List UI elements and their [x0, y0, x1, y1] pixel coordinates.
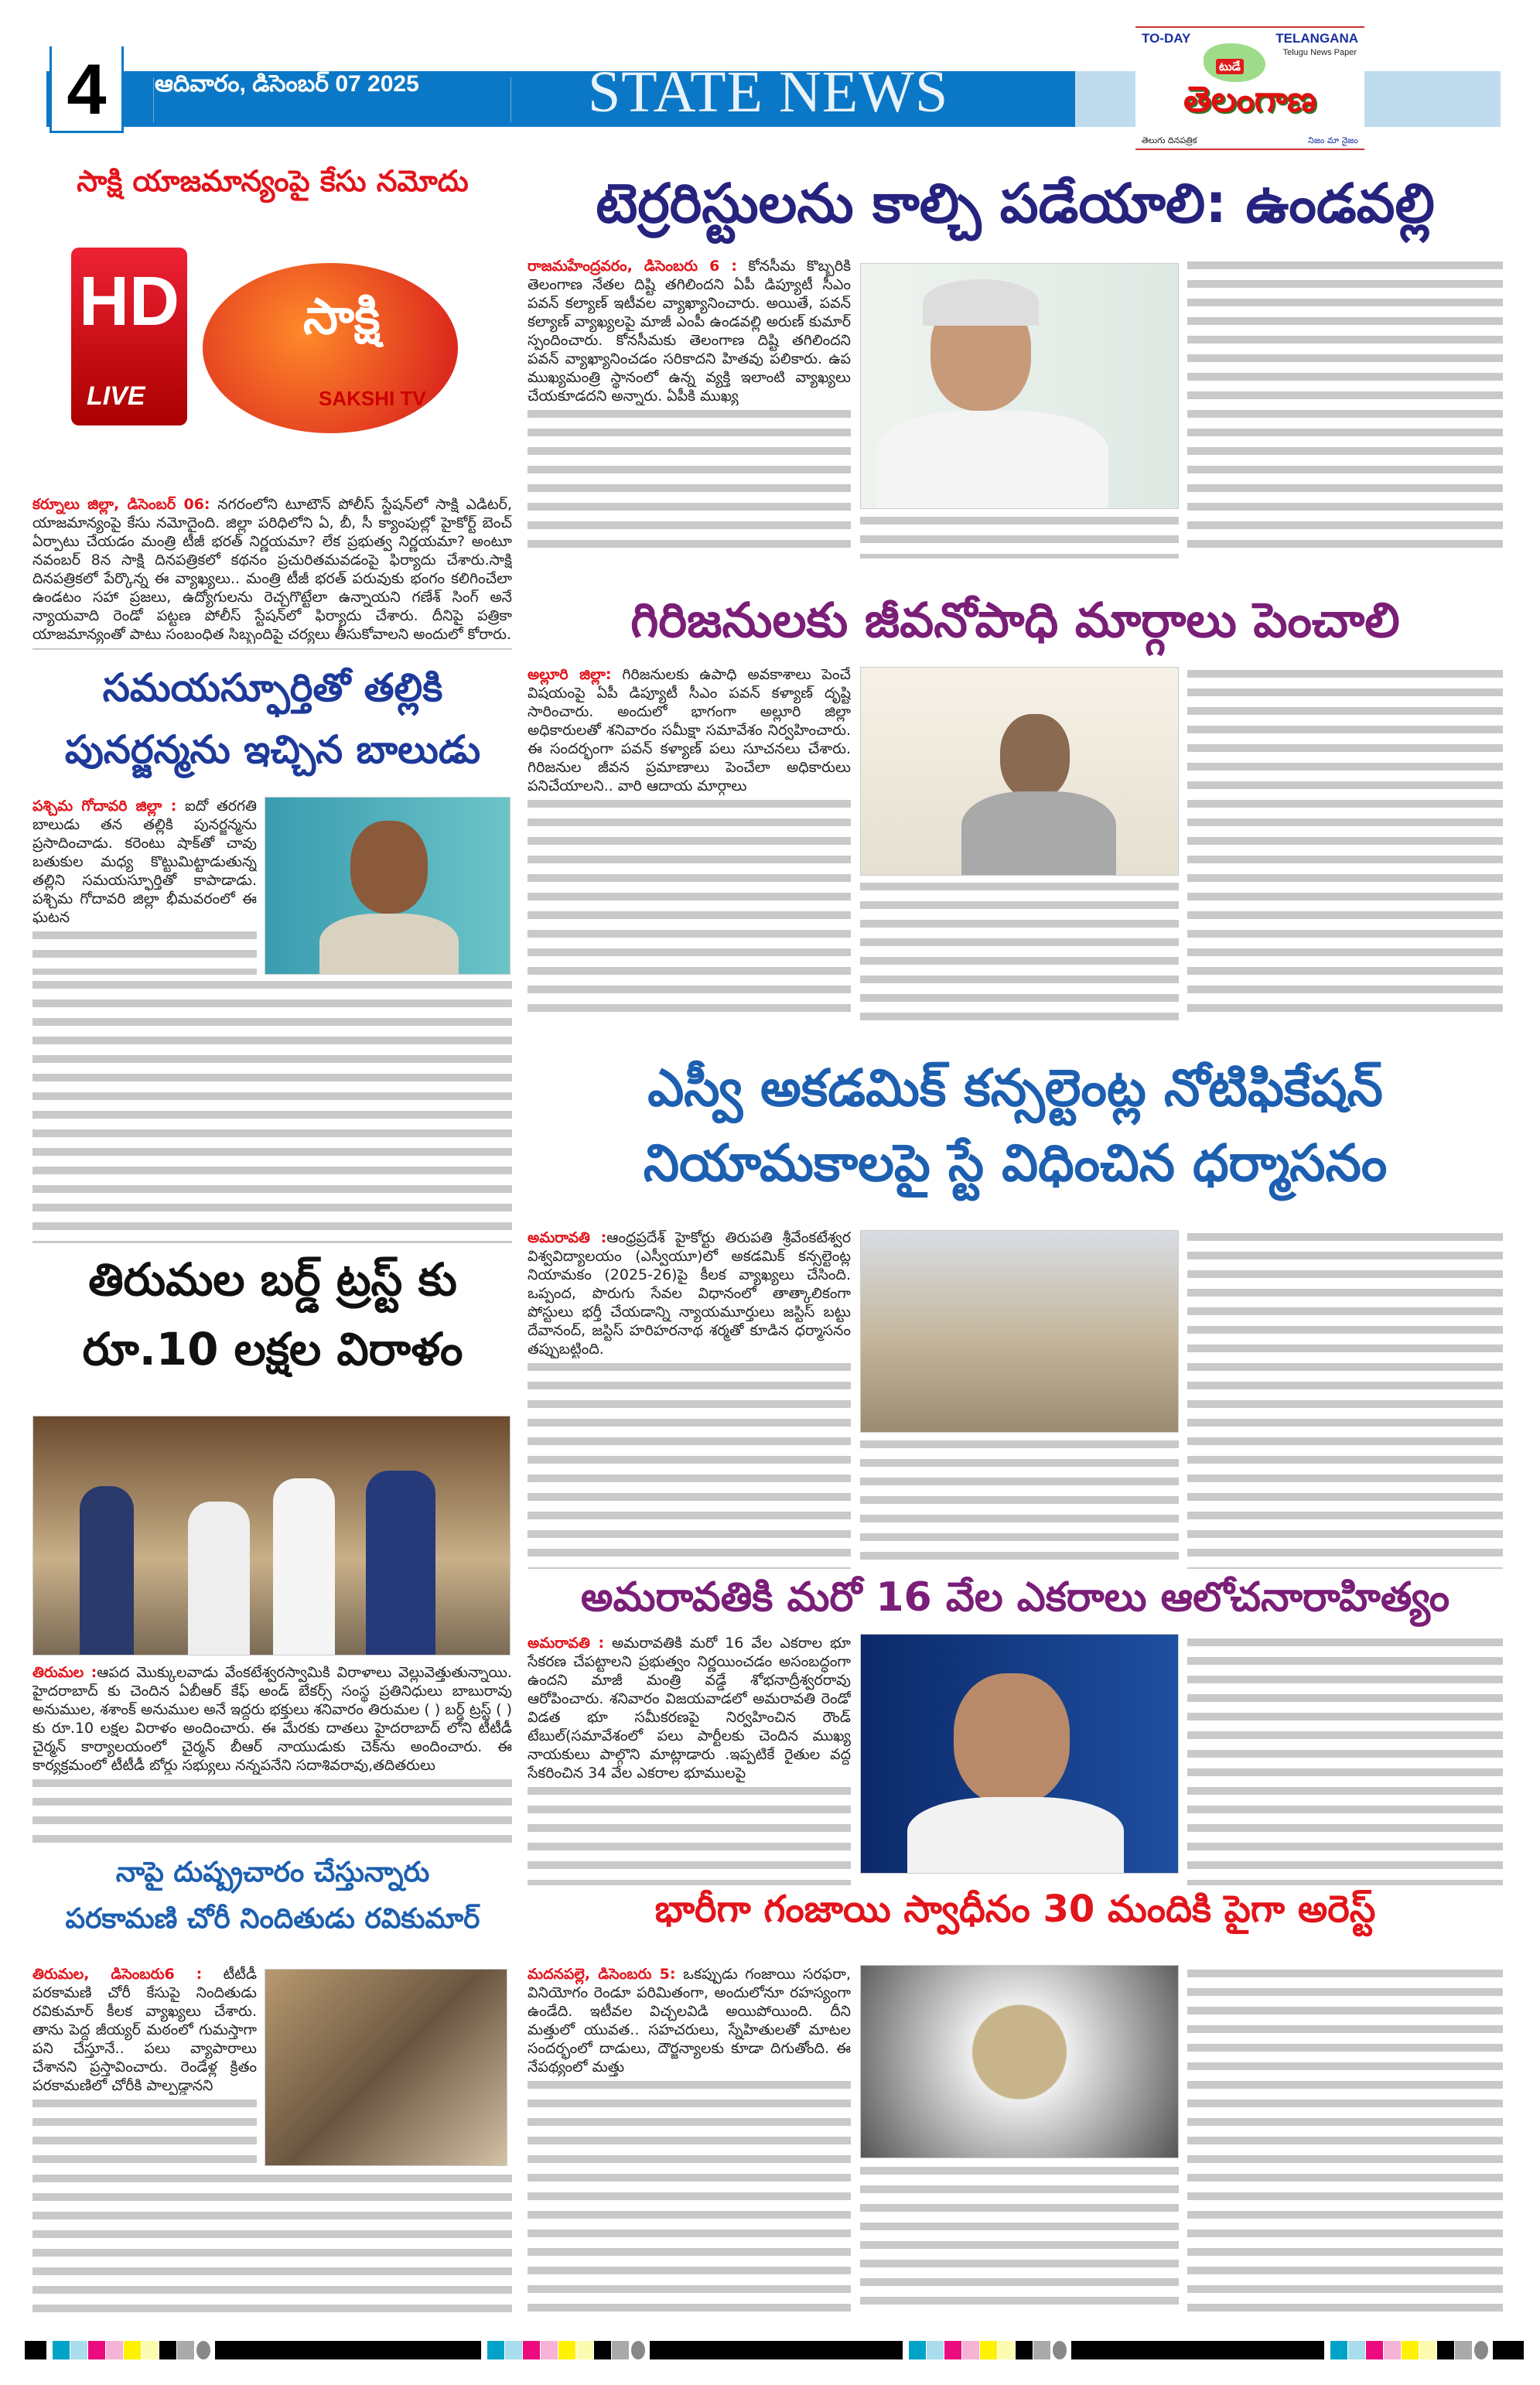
divider	[153, 77, 154, 122]
registration-mark	[196, 2341, 210, 2359]
article-body-cont	[1187, 257, 1503, 559]
registration-mark	[631, 2341, 645, 2359]
color-swatch	[106, 2341, 123, 2359]
headline-amaravati: అమరావతికి మరో 16 వేల ఎకరాలు ఆలోచనారాహిత్యం	[580, 1574, 1450, 1621]
color-swatch	[944, 2341, 961, 2359]
color-swatch	[177, 2341, 194, 2359]
headline-ravikumar-2: పరకామణి చోరీ నిందితుడు రవికుమార్	[65, 1903, 480, 1935]
logo-name: తెలంగాణ	[1183, 78, 1317, 120]
color-swatch	[124, 2341, 141, 2359]
color-swatch	[558, 2341, 575, 2359]
dateline: తిరుమల, డిసెంబరు6 :	[32, 1966, 203, 1983]
headline-boy-2: పునర్జన్మను ఇచ్చిన బాలుడు	[64, 727, 481, 772]
article-body-cont	[1187, 1228, 1503, 1569]
headline-sv-1: ఎస్వీ అకడమిక్ కన్సల్టెంట్ల నోటిఫికేషన్	[647, 1058, 1383, 1118]
section-title: STATE NEWS	[588, 60, 949, 125]
logo-sub: SAKSHI TV	[319, 387, 426, 410]
masthead-logo	[1135, 26, 1364, 150]
color-swatch	[505, 2341, 522, 2359]
color-swatch	[541, 2341, 558, 2359]
color-swatch	[1455, 2341, 1472, 2359]
color-swatch	[909, 2341, 926, 2359]
article-text: ఆపద మొక్కులవాడు వేంకటేశ్వరస్వామికి విరాళాలు వెల్లువెత్తుతున్నాయి. హైదరాబాద్ కు చెందిన ఏబీఆర్ కేఫ్ అండ్ బేకర్స్ సంస్థ ప్రతినిధులు బాబురావు అనుముల, శశాంక్ అనుముల అనే ఇద్దరు భక్తులు శనివారం తిరుమల ( ) బర్డ్ ట్రస్ట్ ( ) కు రూ.10 లక్షల విరాళం అందించారు. ఈ మేరకు దాతలు హైదరాబాద్ లోని టీటీడీ చైర్మన్ కార్యాలయంలో చైర్మన్ బీఆర్ నాయుడుకు చెక్‌ను అందించారు. ఈ కార్యక్రమంలో టీటీడీ బోర్డు సభ్యులు నన్నపనేని సదాశివరావు,తదితరులు	[32, 1664, 512, 1774]
article-body-cont	[860, 878, 1179, 1021]
color-swatch	[88, 2341, 105, 2359]
article-body-cont	[1187, 1965, 1503, 2313]
article-body-cont	[32, 976, 512, 1243]
dateline: పశ్చిమ గోదావరి జిల్లా :	[32, 798, 177, 815]
color-swatch	[159, 2341, 176, 2359]
black-strip	[650, 2341, 903, 2359]
article-text: గిరిజనులకు ఉపాధి అవకాశాలు పెంచే విషయంపై ఏపీ డిప్యూటీ సీఎం పవన్ కళ్యాణ్ దృష్టి సారించారు. అందులో భాగంగా అల్లూరి జిల్లా అధికారులతో శనివారం సమీక్షా సమావేశం నిర్వహించారు. ఈ సందర్భంగా పవన్ కళ్యాణ్ పలు సూచనలు చేశారు. గిరిజనుల జీవన ప్రమాణాలు పెంచేలా అధికారులు పనిచేయాలని.. వారి ఆదాయ మార్గాలు	[528, 666, 851, 794]
dateline: అమరావతి :	[528, 1229, 607, 1246]
color-swatch	[142, 2341, 159, 2359]
headline-undavalli: టెర్రరిస్టులను కాల్చి పడేయాలి: ఉండవల్లి	[596, 172, 1435, 235]
headline-ganja: భారీగా గంజాయి స్వాధీనం 30 మందికి పైగా అరెస్ట్	[654, 1888, 1376, 1931]
article-body-cont	[32, 2170, 512, 2313]
article-text: నగరంలోని టూటౌన్ పోలీస్ స్టేషన్‌లో సాక్షి ఎడిటర్, యాజమాన్యంపై కేసు నమోదైంది. జిల్లా పరిధిలోని ఏ, బీ, సీ క్యాంపుల్లో హైకోర్ట్ బెంచ్ ఏర్పాటు చేయడం మంత్రి టీజీ భరత్ నిర్ణయమా? లేక ప్రభుత్వ నిర్ణయమా? అంటూ నవంబర్ 8న సాక్షి దినపత్రికలో కథనం ప్రచురితమవడంపై ఫిర్యాదు చేశారు.సాక్షి దినపత్రికలో పేర్కొన్న ఈ వ్యాఖ్యలు.. మంత్రి టీజీ భరత్ పరువుకు భంగం కలిగించేలా ఉండటం సహా ప్రజలు, ఉద్యోగులను రెచ్చగొట్టేలా ఉన్నాయని గణేశ్ సింగ్ అనే న్యాయవాది రెండో పట్టణ పోలీస్ స్టేషన్‌లో ఫిర్యాదు చేశారు. దీనిపై పత్రికా యాజమాన్యంతో పాటు సంబంధిత సిబ్బందిపై చర్యలు తీసుకోవాలని అందులో కోరారు.	[32, 496, 512, 643]
color-swatch	[594, 2341, 611, 2359]
logo-name: సాక్షి	[303, 289, 381, 346]
article-text: టీటీడీ పరకామణి చోరీ కేసుపై నిందితుడు రవికుమార్ కీలక వ్యాఖ్యలు చేశారు. తాను పెద్ద జీయ్యర్ మఠంలో గుమస్తాగా పని చేస్తూనే.. పలు వ్యాపారాలు చేశానని ప్రస్తావించారు. రెండేళ్ల క్రితం పరకామణిలో చోరీకి పాల్పడ్డానని	[32, 1966, 257, 2094]
color-swatch	[1016, 2341, 1033, 2359]
color-swatch	[1437, 2341, 1454, 2359]
article-body-cont	[860, 2162, 1179, 2313]
article-body	[528, 1228, 851, 1569]
page-number: 4	[50, 46, 124, 133]
color-swatch	[1366, 2341, 1383, 2359]
color-swatch	[927, 2341, 944, 2359]
logo-badge: టుడే	[1216, 59, 1244, 74]
hd-label: HD	[79, 263, 179, 340]
article-body	[528, 665, 851, 1021]
article-body	[32, 797, 257, 975]
article-body	[32, 495, 512, 650]
ganja-photo	[860, 1965, 1179, 2158]
headline-boy-1: సమయస్ఫూర్తితో తల్లికి	[102, 665, 443, 710]
article-body-cont	[1187, 1634, 1503, 1885]
color-swatch	[487, 2341, 504, 2359]
undavalli-photo	[860, 263, 1179, 509]
black-strip	[215, 2341, 481, 2359]
headline-tirumala-1: తిరుమల బర్డ్ ట్రస్ట్ కు	[88, 1253, 457, 1306]
article-body-cont	[860, 1436, 1179, 1569]
dateline: కర్నూలు జిల్లా, డిసెంబర్ 06:	[32, 496, 210, 513]
article-text: అమరావతికి మరో 16 వేల ఎకరాల భూ సేకరణ చేపట్టాలని ప్రభుత్వం నిర్ణయించడం అసంబద్ధంగా ఉందని మాజీ మంత్రి వడ్డే శోభనాద్రీశ్వరరావు ఆరోపించారు. శనివారం విజయవాడలో అమరావతి రెండో విడత భూ సమీకరణపై నిర్వహించిన రౌండ్ టేబుల్(సమావేశంలో పలు పార్టీలకు చెందిన ముఖ్య నాయకులు పాల్గొని మాట్లాడారు .ఇప్పటికే రైతుల వద్ద సేకరించిన 34 వేల ఎకరాల భూములపై	[528, 1635, 851, 1782]
logo-tagline: తెలుగు దినపత్రిక	[1142, 135, 1197, 145]
dateline: మదనపల్లె, డిసెంబరు 5:	[528, 1966, 676, 1983]
article-text: ఒకప్పుడు గంజాయి సరఫరా, వినియోగం రెండూ పరిమితంగా, అందులోనూ రహస్యంగా ఉండేది. ఇటీవల విచ్చలవిడి అయిపోయింది. దీని మత్తులో యువత.. సహచరులు, స్నేహితులతో మాటల సందర్భంలో దాడులు, దౌర్జన్యాలకు కూడా దిగుతోంది. ఈ నేపథ్యంలో మత్తు	[528, 1966, 851, 2076]
black-strip	[1493, 2341, 1524, 2359]
color-swatch	[1348, 2341, 1365, 2359]
sakshi-tv-logo	[71, 232, 472, 472]
registration-mark	[1474, 2341, 1488, 2359]
issue-date: ఆదివారం, డిసెంబర్ 07 2025	[155, 71, 419, 97]
logo-text: TELANGANA	[1275, 31, 1358, 46]
divider	[510, 77, 511, 122]
article-text: ఐదో తరగతి బాలుడు తన తల్లికి పునర్జన్మను ప్రసాదించాడు. కరెంటు షాక్‌తో చావు బతుకుల మధ్య కొట్టుమిట్టాడుతున్న తల్లిని సమయస్ఫూర్తితో కాపాడాడు. పశ్చిమ గోదావరి జిల్లా భీమవరంలో ఈ ఘటన	[32, 798, 257, 926]
dateline: అల్లూరి జిల్లా:	[528, 666, 612, 683]
article-body	[528, 1634, 851, 1885]
color-swatch	[1402, 2341, 1419, 2359]
boy-photo	[265, 797, 510, 975]
pawan-kalyan-photo	[860, 667, 1179, 876]
article-body	[528, 257, 851, 559]
donation-photo	[32, 1416, 510, 1655]
parakamani-photo	[265, 1969, 507, 2166]
vadde-photo	[860, 1634, 1179, 1874]
article-text: కోనసీమ కొబ్బరికి తెలంగాణ నేతల దిష్టి తగిలిందని ఏపీ డిప్యూటీ సీఎం పవన్ కల్యాణ్ ఇటీవల వ్యాఖ్యానించారు. అయితే, పవన్ కల్యాణ్ వ్యాఖ్యలపై మాజీ ఎంపీ ఉండవల్లి అరుణ్ కుమార్ స్పందించారు. కోనసీమకు తెలంగాణ దిష్టి తగిలిందని పవన్ వ్యాఖ్యానించడం సరికాదని హితవు పలికారు. ఉప ముఖ్యమంత్రి స్థానంలో ఉన్న వ్యక్తి ఇలాంటి వ్యాఖ్యలు చేయకూడదని అన్నారు. ఏపీకి ముఖ్య	[528, 258, 851, 405]
headline-girijana: గిరిజనులకు జీవనోపాధి మార్గాలు పెంచాలి	[630, 592, 1400, 648]
color-swatch	[998, 2341, 1015, 2359]
article-body-cont	[1187, 665, 1503, 1021]
color-swatch	[53, 2341, 70, 2359]
registration-mark	[1053, 2341, 1067, 2359]
headline-sv-2: నియామకాలపై స్టే విధించిన ధర్మాసనం	[643, 1133, 1388, 1193]
color-swatch	[962, 2341, 979, 2359]
dateline: తిరుమల :	[32, 1664, 97, 1681]
black-strip	[1071, 2341, 1324, 2359]
article-body	[32, 1663, 512, 1849]
article-text: ఆంధ్రప్రదేశ్ హైకోర్టు తిరుపతి శ్రీవేంకటేశ్వర విశ్వవిద్యాలయం (ఎస్వీయూ)లో అకడమిక్ కన్సల్టెంట్ల నియామకం (2025-26)పై కీలక వ్యాఖ్యలు చేసింది. ఒప్పంద, పొరుగు సేవల విధానంలో తాత్కాలికంగా పోస్టులు భర్తీ చేయడాన్ని న్యాయమూర్తులు జస్టిస్ బట్టు దేవానంద్, జస్టిస్ హరిహరనాథ శర్మతో కూడిన ధర్మాసనం తప్పుబట్టింది.	[528, 1229, 851, 1358]
color-swatch	[1384, 2341, 1401, 2359]
color-swatch	[1033, 2341, 1050, 2359]
high-court-photo	[860, 1230, 1179, 1433]
article-body	[32, 1965, 257, 2166]
color-swatch	[25, 2341, 46, 2359]
color-swatch	[70, 2341, 87, 2359]
logo-subtitle: Telugu News Paper	[1282, 48, 1357, 57]
color-swatch	[523, 2341, 540, 2359]
headline-tirumala-2: రూ.10 లక్షల విరాళం	[82, 1323, 463, 1375]
color-swatch	[612, 2341, 629, 2359]
color-swatch	[980, 2341, 997, 2359]
headline-sakshi: సాక్షి యాజమాన్యంపై కేసు నమోదు	[77, 164, 469, 198]
color-swatch	[576, 2341, 593, 2359]
dateline: రాజమహేంద్రవరం, డిసెంబరు 6 :	[528, 258, 737, 275]
color-swatch	[1419, 2341, 1436, 2359]
dateline: అమరావతి :	[528, 1635, 605, 1652]
article-body	[528, 1965, 851, 2313]
logo-motto: నిజం మా నైజం	[1308, 135, 1358, 145]
article-body-cont	[860, 512, 1179, 559]
color-swatch	[1330, 2341, 1347, 2359]
logo-text: TO-DAY	[1142, 31, 1191, 46]
headline-ravikumar-1: నాపై దుష్ప్రచారం చేస్తున్నారు	[115, 1857, 430, 1888]
live-label: LIVE	[87, 381, 145, 411]
